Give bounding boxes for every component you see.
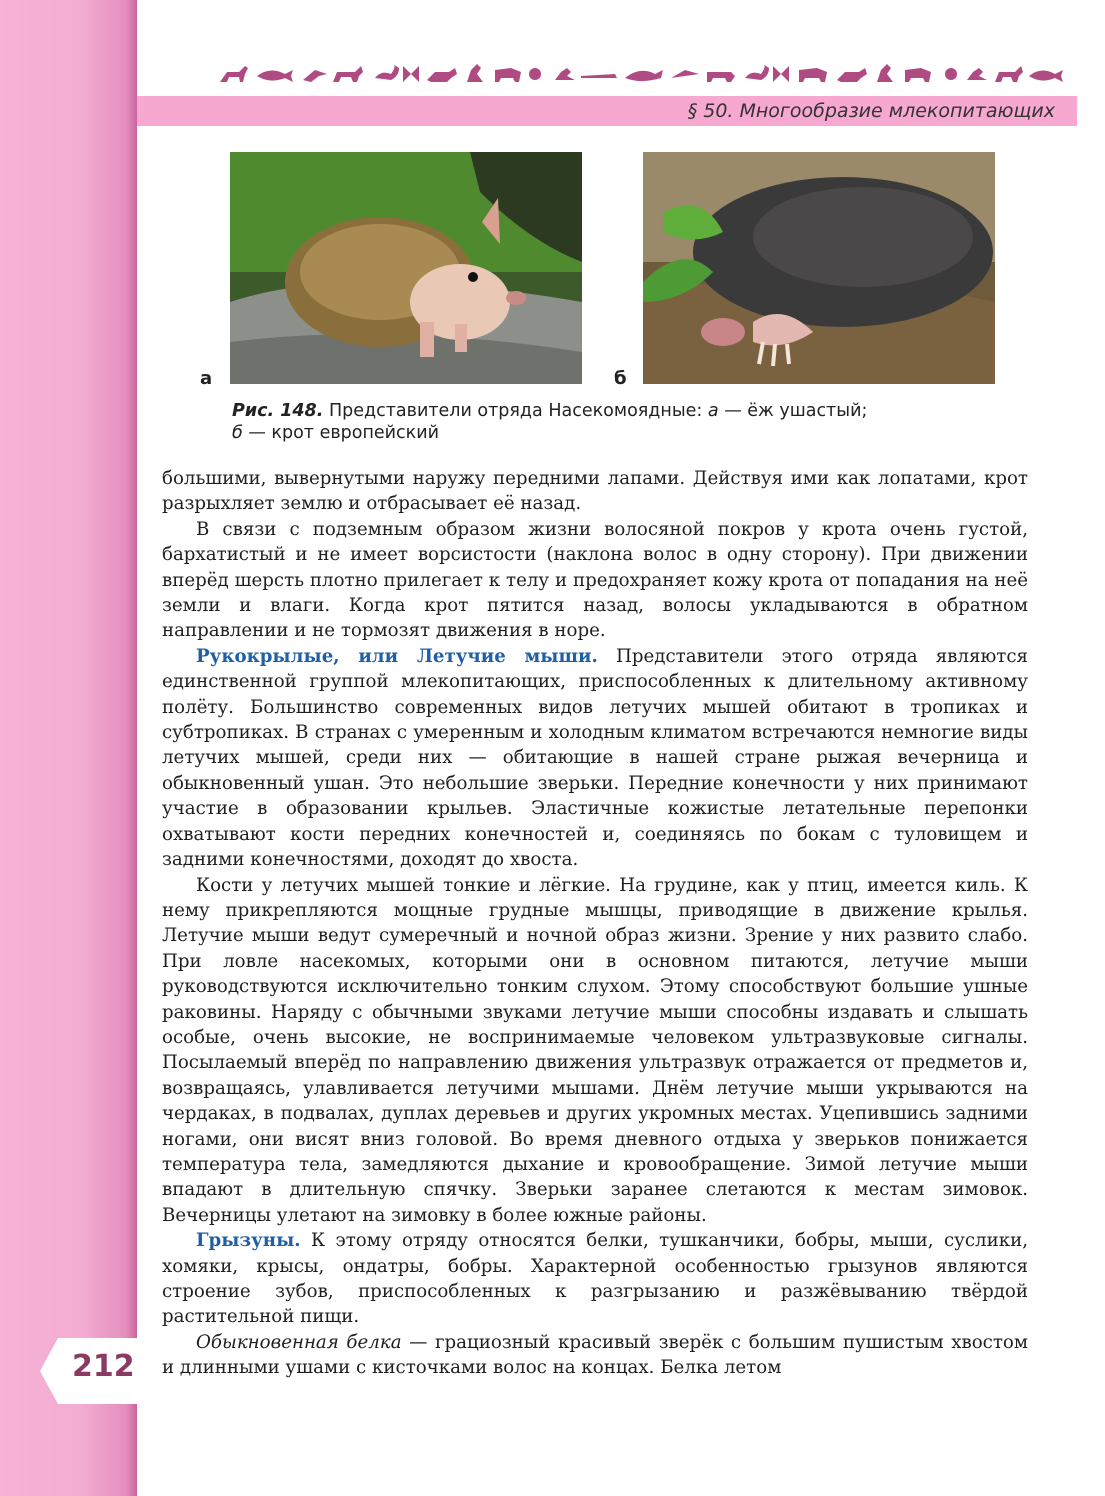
photo-label-a: а <box>200 368 213 389</box>
paragraph-6-text: — грациозный красивый зверёк с большим пушистым хвостом и длинными ушами с кисточками волос на концах. Белка летом <box>162 1331 1028 1379</box>
bird-icon <box>303 70 327 82</box>
dolphin-icon <box>625 70 663 81</box>
duck-icon <box>555 68 575 80</box>
body-text <box>162 466 1028 1381</box>
term-bats: Рукокрылые, или Летучие мыши. <box>196 645 598 667</box>
caption-a: а <box>707 401 719 421</box>
insect-icon-2 <box>945 68 957 80</box>
whale-icon <box>257 70 293 82</box>
deer-icon <box>220 66 248 82</box>
caption-b: б <box>232 423 243 443</box>
paragraph-2: В связи с подземным образом жизни волосяной покров у крота очень густой, бархатистый и не имеет ворсистости (наклона волос в одну сторону). При движении вперёд шерсть плотно прилегает к телу и предохраняет кожу крота от попадания на неё земли и влаги. Когда крот пятится назад, волосы укладываются в обратном направлении и не тормозят движения в норе. <box>162 518 1028 642</box>
bison-icon <box>495 68 521 82</box>
hedgehog-photo <box>230 152 582 384</box>
lizard-icon <box>581 74 617 78</box>
cat-icon <box>333 66 363 82</box>
paragraph-5 <box>162 1228 1028 1330</box>
paragraph-3-text: Представители этого отряда являются единственной группой млекопитающих, приспособленных к длительному активному полёту. Большинство современных видов летучих мышей обитают в тропиках и субтропиках. В странах с умеренным и холодным климатом встречаются немногие виды летучих мышей, среди них — обитающие в нашей стране рыжая вечерница и обыкновенный ушан. Это небольшие зверьки. Передние конечности у них принимают участие в образовании крыльев. Эластичные кожистые летательные перепонки охватывают кости передних конечностей и, соединяясь по бокам с туловищем и задними конечностями, доходят до хвоста. <box>162 645 1029 871</box>
butterfly-icon <box>403 66 419 82</box>
bison-icon-2 <box>905 68 931 82</box>
animal-silhouettes-strip <box>215 60 1075 88</box>
figure-number: Рис. 148. <box>232 401 324 421</box>
kangaroo-icon-2 <box>877 64 893 82</box>
term-squirrel: Обыкновенная белка <box>196 1331 402 1353</box>
paragraph-4: Кости у летучих мышей тонкие и лёгкие. На грудине, как у птиц, имеется киль. К нему прикрепляются мощные грудные мышцы, приводящие в движение крылья. Летучие мыши ведут сумеречный и ночной образ жизни. Зрение у них развито слабо. При ловле насекомых, которыми они в основном питаются, летучие мыши руководствуются исключительно тонким слухом. Этому способствуют большие ушные раковины. Наряду с обычными звуками летучие мыши способны издавать и слышать особые, очень высокие, не воспринимаемые человеком ультразвуковые сигналы. Посылаемый вперёд по направлению движения ультразвук отражается от предметов и, возвращаясь, улавливается летучими мышами. Днём летучие мыши укрываются на чердаках, в подвалах, дуплах деревьев и других укромных местах. Уцепившись задними ногами, они висят вниз головой. Во время дневного отдыха у зверьков понижается температура тела, замедляются дыхание и кровообращение. Зимой летучие мыши впадают в длительную спячку. Зверьки заранее слетаются к местам зимовок. Вечерницы улетают на зимовку в более южные районы. <box>162 874 1028 1226</box>
paragraph-1: большими, вывернутыми наружу передними лапами. Действуя ими как лопатами, крот разрыхляет землю и отбрасывает её назад. <box>162 468 1028 515</box>
fox-icon <box>427 68 457 82</box>
butterfly-icon-2 <box>773 66 789 82</box>
duck-icon-2 <box>967 68 987 80</box>
gull-icon <box>671 70 699 78</box>
caption-text-3: — крот европейский <box>242 423 439 443</box>
paragraph-6 <box>162 1330 1028 1381</box>
paragraph-5-text: К этому отряду относятся белки, тушканчики, бобры, мыши, суслики, хомяки, крысы, ондатры, бобры. Характерной особенностью грызунов являются строение зубов, приспособленных к разгрызанию и разжёвыванию твёрдой растительной пищи. <box>162 1230 1028 1328</box>
page-number: 212 <box>72 1349 135 1384</box>
photo-label-b: б <box>614 368 627 389</box>
paragraph-3 <box>162 644 1028 873</box>
mole-photo <box>643 152 995 384</box>
dog-icon <box>995 66 1023 82</box>
whale-icon-2 <box>1029 70 1063 82</box>
figure-caption <box>232 400 992 444</box>
buffalo-icon <box>799 68 827 82</box>
scorpion-icon-2 <box>745 64 769 80</box>
scorpion-icon <box>375 64 399 80</box>
insect-icon <box>525 68 545 80</box>
pig-icon <box>707 72 735 82</box>
term-rodents: Грызуны. <box>196 1230 301 1252</box>
caption-text-2: — ёж ушастый; <box>718 401 868 421</box>
caption-text-1: Представители отряда Насекомоядные: <box>323 401 708 421</box>
kangaroo-icon <box>467 64 483 82</box>
left-margin-band <box>0 0 137 1496</box>
fox-icon-2 <box>837 68 867 82</box>
section-title: § 50. Многообразие млекопитающих <box>687 100 1055 122</box>
